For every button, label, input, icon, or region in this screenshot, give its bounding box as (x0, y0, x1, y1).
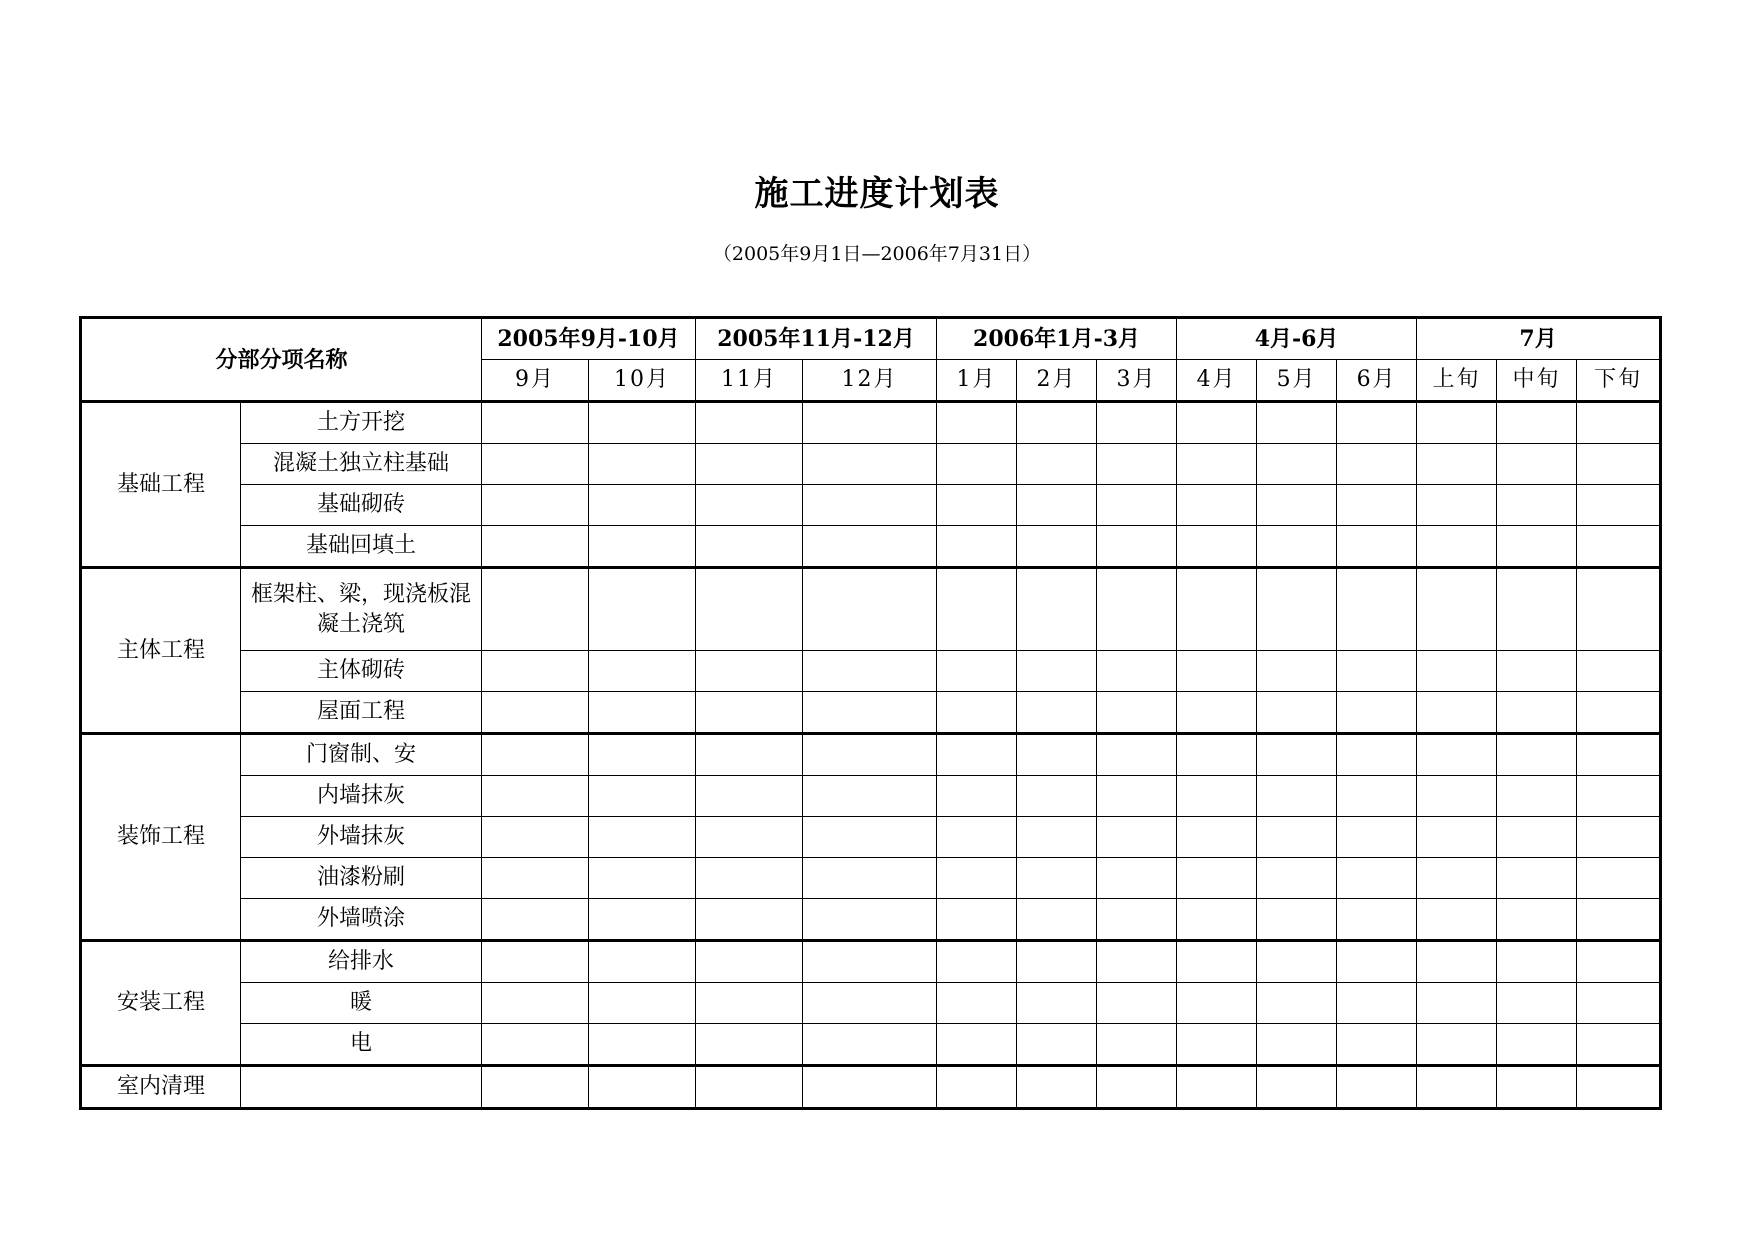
schedule-cell[interactable] (937, 568, 1017, 651)
page-title: 施工进度计划表 (754, 174, 1000, 214)
schedule-cell[interactable] (803, 651, 937, 692)
schedule-cell[interactable] (1177, 899, 1257, 941)
schedule-cell[interactable] (696, 899, 803, 941)
schedule-cell[interactable] (1097, 568, 1177, 651)
schedule-cell[interactable] (1257, 1066, 1337, 1109)
table-row (81, 817, 1661, 858)
table-row (81, 651, 1661, 692)
period-sub-header: 2月 (1017, 360, 1097, 402)
schedule-cell[interactable] (482, 983, 589, 1024)
item-cell: 电 (241, 1024, 482, 1066)
schedule-cell[interactable] (1497, 734, 1577, 776)
schedule-cell[interactable] (1337, 776, 1417, 817)
schedule-cell[interactable] (589, 941, 696, 983)
schedule-cell[interactable] (1497, 526, 1577, 568)
schedule-cell[interactable] (1577, 734, 1661, 776)
schedule-cell[interactable] (1177, 858, 1257, 899)
period-sub-header: 上旬 (1417, 360, 1497, 402)
schedule-cell[interactable] (937, 1024, 1017, 1066)
schedule-cell[interactable] (1177, 526, 1257, 568)
schedule-cell[interactable] (1497, 568, 1577, 651)
schedule-cell[interactable] (803, 983, 937, 1024)
schedule-cell[interactable] (482, 444, 589, 485)
item-cell: 外墙喷涂 (241, 899, 482, 941)
schedule-cell[interactable] (696, 568, 803, 651)
schedule-cell[interactable] (696, 734, 803, 776)
schedule-cell[interactable] (1017, 402, 1097, 444)
period-group-header: 2006年1月-3月 (937, 318, 1177, 360)
schedule-cell[interactable] (1177, 817, 1257, 858)
table-row (81, 858, 1661, 899)
schedule-cell[interactable] (1577, 1066, 1661, 1109)
schedule-cell[interactable] (1017, 485, 1097, 526)
period-sub-header: 11月 (696, 360, 803, 402)
schedule-cell[interactable] (589, 734, 696, 776)
schedule-cell[interactable] (1017, 444, 1097, 485)
table-row (81, 734, 1661, 776)
schedule-cell[interactable] (1497, 776, 1577, 817)
schedule-cell[interactable] (696, 651, 803, 692)
schedule-cell[interactable] (589, 568, 696, 651)
item-cell: 土方开挖 (241, 402, 482, 444)
category-cell: 主体工程 (81, 568, 241, 734)
item-cell: 基础回填土 (241, 526, 482, 568)
table-row (81, 526, 1661, 568)
schedule-cell[interactable] (482, 1024, 589, 1066)
schedule-cell[interactable] (1577, 568, 1661, 651)
schedule-cell[interactable] (1017, 983, 1097, 1024)
schedule-cell[interactable] (1417, 402, 1497, 444)
table-row (81, 485, 1661, 526)
schedule-cell[interactable] (1577, 692, 1661, 734)
schedule-cell[interactable] (1417, 526, 1497, 568)
schedule-cell[interactable] (937, 899, 1017, 941)
schedule-cell[interactable] (1417, 899, 1497, 941)
schedule-cell[interactable] (589, 444, 696, 485)
schedule-cell[interactable] (696, 941, 803, 983)
schedule-cell[interactable] (1177, 734, 1257, 776)
item-cell: 混凝土独立柱基础 (241, 444, 482, 485)
period-sub-header: 下旬 (1577, 360, 1661, 402)
period-sub-header: 6月 (1337, 360, 1417, 402)
schedule-cell[interactable] (1337, 402, 1417, 444)
schedule-cell[interactable] (482, 692, 589, 734)
table-row (81, 899, 1661, 941)
schedule-cell[interactable] (1017, 1024, 1097, 1066)
schedule-cell[interactable] (1417, 776, 1497, 817)
schedule-cell[interactable] (1097, 817, 1177, 858)
schedule-cell[interactable] (1257, 526, 1337, 568)
schedule-cell[interactable] (1257, 899, 1337, 941)
schedule-cell[interactable] (482, 858, 589, 899)
schedule-cell[interactable] (1017, 899, 1097, 941)
schedule-cell[interactable] (482, 485, 589, 526)
period-group-header: 2005年9月-10月 (482, 318, 696, 360)
schedule-cell[interactable] (589, 1066, 696, 1109)
schedule-cell[interactable] (1097, 941, 1177, 983)
schedule-cell[interactable] (937, 444, 1017, 485)
table-row (81, 444, 1661, 485)
schedule-cell[interactable] (1177, 983, 1257, 1024)
schedule-cell[interactable] (937, 692, 1017, 734)
period-sub-header: 10月 (589, 360, 696, 402)
schedule-cell[interactable] (803, 734, 937, 776)
schedule-cell[interactable] (1257, 817, 1337, 858)
schedule-cell[interactable] (1177, 1024, 1257, 1066)
schedule-cell[interactable] (1177, 568, 1257, 651)
schedule-cell[interactable] (696, 1066, 803, 1109)
schedule-cell[interactable] (1337, 941, 1417, 983)
schedule-cell[interactable] (696, 485, 803, 526)
period-sub-header: 3月 (1097, 360, 1177, 402)
category-cell: 基础工程 (81, 402, 241, 568)
table-row (81, 983, 1661, 1024)
schedule-cell[interactable] (1097, 444, 1177, 485)
schedule-cell[interactable] (1417, 444, 1497, 485)
schedule-cell[interactable] (1257, 485, 1337, 526)
schedule-cell[interactable] (482, 526, 589, 568)
schedule-cell[interactable] (937, 858, 1017, 899)
category-cell: 安装工程 (81, 941, 241, 1066)
schedule-cell[interactable] (1337, 899, 1417, 941)
schedule-cell[interactable] (803, 817, 937, 858)
schedule-cell[interactable] (803, 402, 937, 444)
period-sub-header: 12月 (803, 360, 937, 402)
schedule-cell[interactable] (937, 651, 1017, 692)
schedule-cell[interactable] (589, 692, 696, 734)
schedule-cell[interactable] (1577, 651, 1661, 692)
schedule-cell[interactable] (1497, 1066, 1577, 1109)
schedule-cell[interactable] (1577, 941, 1661, 983)
schedule-cell[interactable] (1097, 858, 1177, 899)
table-row (81, 402, 1661, 444)
schedule-cell[interactable] (937, 402, 1017, 444)
category-cell: 室内清理 (81, 1066, 241, 1109)
item-cell: 油漆粉刷 (241, 858, 482, 899)
schedule-cell[interactable] (1577, 858, 1661, 899)
schedule-cell[interactable] (1497, 485, 1577, 526)
schedule-cell[interactable] (1337, 817, 1417, 858)
schedule-cell[interactable] (1177, 485, 1257, 526)
schedule-cell[interactable] (482, 651, 589, 692)
schedule-cell[interactable] (696, 858, 803, 899)
table-row (81, 776, 1661, 817)
schedule-cell[interactable] (589, 402, 696, 444)
schedule-cell[interactable] (1337, 983, 1417, 1024)
schedule-cell[interactable] (589, 651, 696, 692)
schedule-cell[interactable] (482, 817, 589, 858)
schedule-cell[interactable] (1177, 941, 1257, 983)
schedule-cell[interactable] (696, 817, 803, 858)
schedule-cell[interactable] (1337, 1066, 1417, 1109)
schedule-cell[interactable] (1257, 1024, 1337, 1066)
schedule-cell[interactable] (937, 734, 1017, 776)
schedule-cell[interactable] (1497, 858, 1577, 899)
schedule-cell[interactable] (803, 692, 937, 734)
schedule-cell[interactable] (1017, 692, 1097, 734)
schedule-cell[interactable] (937, 485, 1017, 526)
period-sub-header: 9月 (482, 360, 589, 402)
schedule-cell[interactable] (696, 776, 803, 817)
schedule-cell[interactable] (1337, 858, 1417, 899)
table-row (81, 941, 1661, 983)
item-cell: 内墙抹灰 (241, 776, 482, 817)
schedule-cell[interactable] (1177, 776, 1257, 817)
table-row (81, 1066, 1661, 1109)
schedule-body (81, 318, 1661, 1109)
schedule-cell[interactable] (482, 941, 589, 983)
schedule-cell[interactable] (803, 1024, 937, 1066)
schedule-cell[interactable] (1497, 899, 1577, 941)
schedule-cell[interactable] (1417, 941, 1497, 983)
schedule-cell[interactable] (1337, 444, 1417, 485)
schedule-cell[interactable] (1577, 402, 1661, 444)
item-cell: 给排水 (241, 941, 482, 983)
schedule-cell[interactable] (1017, 568, 1097, 651)
table-row (81, 692, 1661, 734)
item-cell: 屋面工程 (241, 692, 482, 734)
schedule-cell[interactable] (1177, 1066, 1257, 1109)
schedule-cell[interactable] (1017, 734, 1097, 776)
schedule-cell[interactable] (1257, 983, 1337, 1024)
period-sub-header: 5月 (1257, 360, 1337, 402)
schedule-cell[interactable] (696, 444, 803, 485)
schedule-cell[interactable] (1417, 568, 1497, 651)
schedule-cell[interactable] (1497, 692, 1577, 734)
schedule-cell[interactable] (482, 568, 589, 651)
table-row (81, 1024, 1661, 1066)
schedule-cell[interactable] (1497, 651, 1577, 692)
item-cell: 基础砌砖 (241, 485, 482, 526)
header-row-groups (81, 318, 1661, 360)
item-cell: 框架柱、梁，现浇板混凝土浇筑 (241, 568, 482, 651)
schedule-cell[interactable] (1177, 651, 1257, 692)
item-cell: 外墙抹灰 (241, 817, 482, 858)
schedule-cell[interactable] (1337, 651, 1417, 692)
schedule-cell[interactable] (482, 402, 589, 444)
schedule-cell[interactable] (1017, 858, 1097, 899)
schedule-cell[interactable] (1097, 402, 1177, 444)
schedule-cell[interactable] (1257, 692, 1337, 734)
item-cell: 暖 (241, 983, 482, 1024)
schedule-cell[interactable] (803, 776, 937, 817)
schedule-cell[interactable] (803, 899, 937, 941)
schedule-cell[interactable] (803, 444, 937, 485)
schedule-cell[interactable] (1337, 568, 1417, 651)
schedule-cell[interactable] (1577, 444, 1661, 485)
schedule-cell[interactable] (482, 776, 589, 817)
period-sub-header: 1月 (937, 360, 1017, 402)
schedule-cell[interactable] (589, 817, 696, 858)
schedule-cell[interactable] (1497, 1024, 1577, 1066)
schedule-cell[interactable] (1017, 1066, 1097, 1109)
schedule-cell[interactable] (1417, 734, 1497, 776)
schedule-cell[interactable] (1097, 734, 1177, 776)
schedule-cell[interactable] (1097, 485, 1177, 526)
schedule-cell[interactable] (1337, 485, 1417, 526)
period-sub-header: 4月 (1177, 360, 1257, 402)
schedule-cell[interactable] (1417, 1024, 1497, 1066)
period-sub-header: 中旬 (1497, 360, 1577, 402)
schedule-cell[interactable] (1417, 651, 1497, 692)
schedule-cell[interactable] (1257, 776, 1337, 817)
schedule-cell[interactable] (1097, 776, 1177, 817)
schedule-cell[interactable] (1497, 402, 1577, 444)
schedule-cell[interactable] (1417, 983, 1497, 1024)
schedule-cell[interactable] (589, 899, 696, 941)
schedule-cell[interactable] (1097, 899, 1177, 941)
schedule-cell[interactable] (1097, 526, 1177, 568)
schedule-cell[interactable] (1417, 858, 1497, 899)
schedule-cell[interactable] (1417, 1066, 1497, 1109)
schedule-cell[interactable] (803, 526, 937, 568)
schedule-cell[interactable] (1577, 526, 1661, 568)
schedule-cell[interactable] (1257, 941, 1337, 983)
schedule-cell[interactable] (1177, 402, 1257, 444)
schedule-cell[interactable] (1417, 817, 1497, 858)
schedule-cell[interactable] (482, 1066, 589, 1109)
schedule-cell[interactable] (803, 568, 937, 651)
schedule-cell[interactable] (1177, 692, 1257, 734)
schedule-cell[interactable] (1257, 568, 1337, 651)
schedule-cell[interactable] (1577, 485, 1661, 526)
schedule-cell[interactable] (696, 526, 803, 568)
schedule-cell[interactable] (589, 1024, 696, 1066)
schedule-cell[interactable] (1097, 1066, 1177, 1109)
item-cell: 门窗制、安 (241, 734, 482, 776)
schedule-cell[interactable] (696, 1024, 803, 1066)
schedule-cell[interactable] (1257, 402, 1337, 444)
schedule-cell[interactable] (1337, 734, 1417, 776)
schedule-cell[interactable] (1337, 1024, 1417, 1066)
schedule-table (79, 316, 1662, 1110)
schedule-cell[interactable] (589, 526, 696, 568)
schedule-cell[interactable] (1017, 651, 1097, 692)
schedule-cell[interactable] (937, 941, 1017, 983)
name-header: 分部分项名称 (81, 318, 482, 402)
schedule-cell[interactable] (937, 776, 1017, 817)
schedule-cell[interactable] (1577, 899, 1661, 941)
schedule-cell[interactable] (1577, 983, 1661, 1024)
schedule-cell[interactable] (1257, 858, 1337, 899)
schedule-cell[interactable] (1497, 941, 1577, 983)
schedule-cell[interactable] (1497, 983, 1577, 1024)
schedule-cell[interactable] (803, 858, 937, 899)
schedule-cell[interactable] (1257, 651, 1337, 692)
schedule-cell[interactable] (1257, 444, 1337, 485)
schedule-cell[interactable] (1577, 776, 1661, 817)
item-cell (241, 1066, 482, 1109)
page-subtitle: （2005年9月1日—2006年7月31日） (712, 243, 1042, 265)
schedule-cell[interactable] (803, 941, 937, 983)
schedule-cell[interactable] (1577, 1024, 1661, 1066)
schedule-cell[interactable] (937, 817, 1017, 858)
schedule-cell[interactable] (1577, 817, 1661, 858)
schedule-cell[interactable] (1017, 776, 1097, 817)
schedule-cell[interactable] (482, 899, 589, 941)
schedule-cell[interactable] (696, 983, 803, 1024)
item-cell: 主体砌砖 (241, 651, 482, 692)
schedule-cell[interactable] (803, 485, 937, 526)
schedule-cell[interactable] (1337, 692, 1417, 734)
schedule-cell[interactable] (696, 402, 803, 444)
schedule-cell[interactable] (1017, 817, 1097, 858)
table-row (81, 568, 1661, 651)
schedule-cell[interactable] (937, 526, 1017, 568)
schedule-cell[interactable] (1097, 692, 1177, 734)
schedule-cell[interactable] (1497, 817, 1577, 858)
schedule-cell[interactable] (1177, 444, 1257, 485)
schedule-cell[interactable] (589, 776, 696, 817)
schedule-cell[interactable] (589, 983, 696, 1024)
schedule-cell[interactable] (1257, 734, 1337, 776)
period-group-header: 7月 (1417, 318, 1661, 360)
schedule-cell[interactable] (1417, 692, 1497, 734)
schedule-cell[interactable] (1017, 941, 1097, 983)
period-group-header: 4月-6月 (1177, 318, 1417, 360)
schedule-cell[interactable] (803, 1066, 937, 1109)
schedule-cell[interactable] (937, 983, 1017, 1024)
schedule-cell[interactable] (1097, 1024, 1177, 1066)
schedule-cell[interactable] (1097, 983, 1177, 1024)
schedule-cell[interactable] (589, 858, 696, 899)
schedule-cell[interactable] (937, 1066, 1017, 1109)
schedule-cell[interactable] (1417, 485, 1497, 526)
category-cell: 装饰工程 (81, 734, 241, 941)
schedule-cell[interactable] (589, 485, 696, 526)
period-group-header: 2005年11月-12月 (696, 318, 937, 360)
schedule-cell[interactable] (696, 692, 803, 734)
schedule-cell[interactable] (482, 734, 589, 776)
schedule-cell[interactable] (1097, 651, 1177, 692)
schedule-cell[interactable] (1337, 526, 1417, 568)
schedule-cell[interactable] (1017, 526, 1097, 568)
schedule-cell[interactable] (1497, 444, 1577, 485)
